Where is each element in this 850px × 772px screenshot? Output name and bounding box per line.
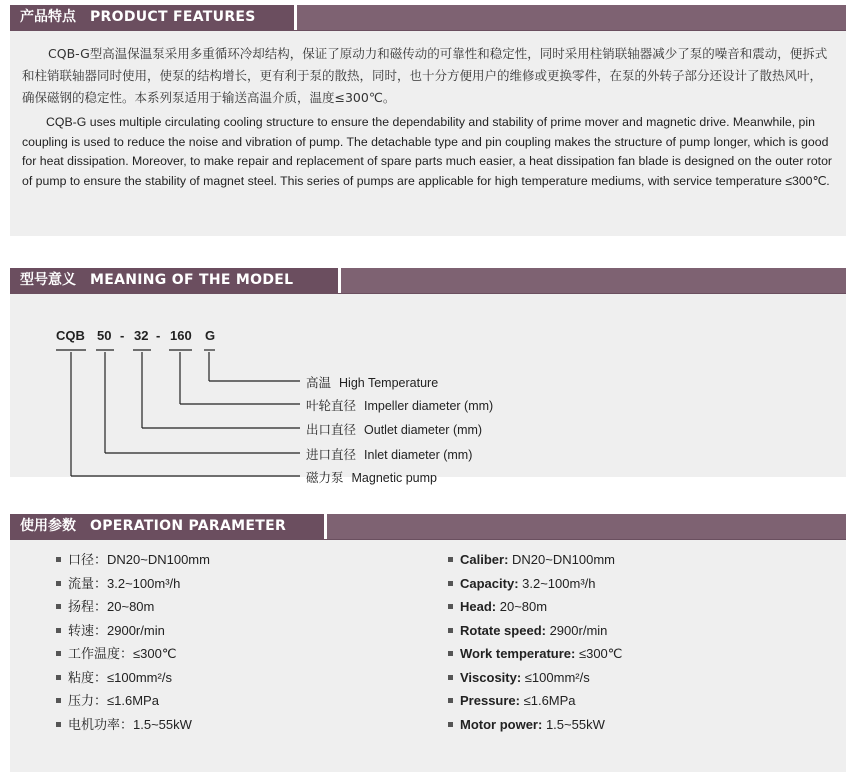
param-value: 3.2~100m³/h [518,575,596,591]
param-value: 2900r/min [107,622,165,638]
param-value: 2900r/min [545,622,608,638]
model-label-outlet [306,420,482,438]
param-value: DN20~DN100mm [107,552,210,567]
bullet-icon [56,604,61,609]
features-text-cn: CQB-G型高温保温泵采用多重循环冷却结构，保证了原动力和磁传动的可靠性和稳定性，同时采用柱销联轴器减少了泵的噪音和震动，便拆式和柱销联轴器同时使用，使泵的结构增长，更有利于泵的散热，同时，也十分方便用户的维修或更换零件，在泵的外转子部分还设计了散热风叶，确保磁钢的稳定性。本系列泵适用于输送高温介质，温度≤300℃。 [22,46,828,105]
model-label-high-temp [306,373,438,391]
bullet-icon [56,675,61,680]
bullet-icon [56,581,61,586]
features-text-en: CQB-G uses multiple circulating cooling structure to ensure the dependability and stability of prime mover and magnetic drive. Meanwhile, pin coupling is used to reduce the noise and vibration of pump. The detachable type and pin coupling makes the structure of pump longer, which is good for heat dissipation. Moreover, to make repair and replacement of spare parts much easier, a heat dissipation fan blade is designed on the outer rotor of pump to ensure the stability of magnet steel. This series of pumps are applicable for high temperature mediums, with service temperature ≤300℃. [22,115,833,188]
param-label: 流量： [68,576,108,592]
product-features-section [10,5,846,236]
section-header-bar [10,5,846,31]
header-divider [338,268,341,293]
section-title-en: MEANING OF THE MODEL [90,272,294,288]
param-row-speed-cn [56,619,210,643]
param-row-pressure-cn [56,689,210,713]
model-label-magnetic-pump [306,468,437,486]
param-row-viscosity-cn [56,666,210,690]
param-label: Caliber: [460,552,509,567]
bullet-icon [56,628,61,633]
model-body [10,294,846,485]
param-value: ≤1.6MPa [107,693,159,708]
param-row-motor-power-en [448,713,622,737]
bullet-icon [56,722,61,727]
param-label: 电机功率： [68,717,134,733]
param-row-motor-power-cn [56,713,210,737]
model-meaning-section [10,268,846,485]
param-value: 1.5~55kW [133,716,192,732]
label-en: Outlet diameter (mm) [364,423,483,437]
section-header-tab [10,268,340,293]
features-body [10,31,846,236]
code-dash: - [156,328,161,343]
bullet-icon [448,722,453,727]
section-title-en: OPERATION PARAMETER [90,518,287,534]
code-part-g: G [205,328,216,343]
label-cn: 出口直径 [306,422,357,437]
param-row-viscosity-en [448,666,622,690]
param-label: Motor power: [460,716,543,732]
param-label: 转速： [68,623,108,639]
param-value: ≤1.6MPa [519,693,576,708]
header-divider [324,514,327,539]
param-label: Head: [460,599,497,614]
section-header-bar [10,514,846,540]
bullet-icon [56,698,61,703]
operation-parameter-section [10,514,846,772]
code-part-cqb: CQB [56,328,85,343]
param-label: Work temperature: [460,646,576,661]
param-value: 1.5~55kW [542,716,605,732]
section-header-tab [10,5,296,30]
param-value: 20~80m [496,599,548,614]
param-label: 口径： [68,553,108,568]
code-part-32: 32 [134,328,149,343]
label-en: Magnetic pump [351,471,437,485]
param-label: 压力： [68,694,108,709]
code-dash: - [120,328,125,343]
section-title-cn: 使用参数 [20,518,76,534]
label-cn: 磁力泵 [306,470,344,485]
param-label: Rotate speed: [460,622,546,638]
param-row-pressure-en [448,689,622,713]
bullet-icon [448,628,453,633]
bullet-icon [448,675,453,680]
bullet-icon [448,581,453,586]
code-part-50: 50 [97,328,112,343]
section-title-cn: 型号意义 [20,272,76,288]
param-label: 工作温度： [68,647,134,662]
param-value: DN20~DN100mm [508,552,615,567]
model-label-impeller [306,396,493,414]
param-value: ≤100mm²/s [521,669,590,685]
param-label: Capacity: [460,575,519,591]
label-cn: 高温 [306,375,332,390]
param-value: ≤300℃ [133,646,177,661]
label-cn: 进口直径 [306,447,357,462]
label-en: High Temperature [339,376,439,390]
param-row-head-cn [56,595,210,619]
label-en: Inlet diameter (mm) [364,448,473,462]
model-label-inlet [306,445,472,463]
header-divider [294,5,297,30]
param-label: 扬程： [68,600,108,615]
param-row-head-en [448,595,622,619]
params-list-cn [56,548,210,736]
code-part-160: 160 [170,328,192,343]
params-body [10,540,846,772]
section-header-bar [10,268,846,294]
params-list-en [448,548,622,736]
param-row-speed-en [448,619,622,643]
bullet-icon [448,557,453,562]
param-row-caliber-cn [56,548,210,572]
param-label: Viscosity: [460,669,522,685]
param-value: ≤300℃ [575,646,623,661]
label-en: Impeller diameter (mm) [364,399,494,413]
param-value: 20~80m [107,599,155,614]
bullet-icon [56,557,61,562]
bullet-icon [448,698,453,703]
param-row-temperature-cn [56,642,210,666]
param-row-temperature-en [448,642,622,666]
param-row-capacity-cn [56,572,210,596]
param-label: Pressure: [460,693,520,708]
param-value: 3.2~100m³/h [107,575,181,591]
section-header-tab [10,514,326,539]
param-label: 粘度： [68,670,108,686]
bullet-icon [448,604,453,609]
label-cn: 叶轮直径 [306,398,357,413]
param-value: ≤100mm²/s [107,669,172,685]
bullet-icon [448,651,453,656]
section-title-cn: 产品特点 [20,9,76,25]
param-row-capacity-en [448,572,622,596]
param-row-caliber-en [448,548,622,572]
bullet-icon [56,651,61,656]
section-title-en: PRODUCT FEATURES [90,9,256,25]
